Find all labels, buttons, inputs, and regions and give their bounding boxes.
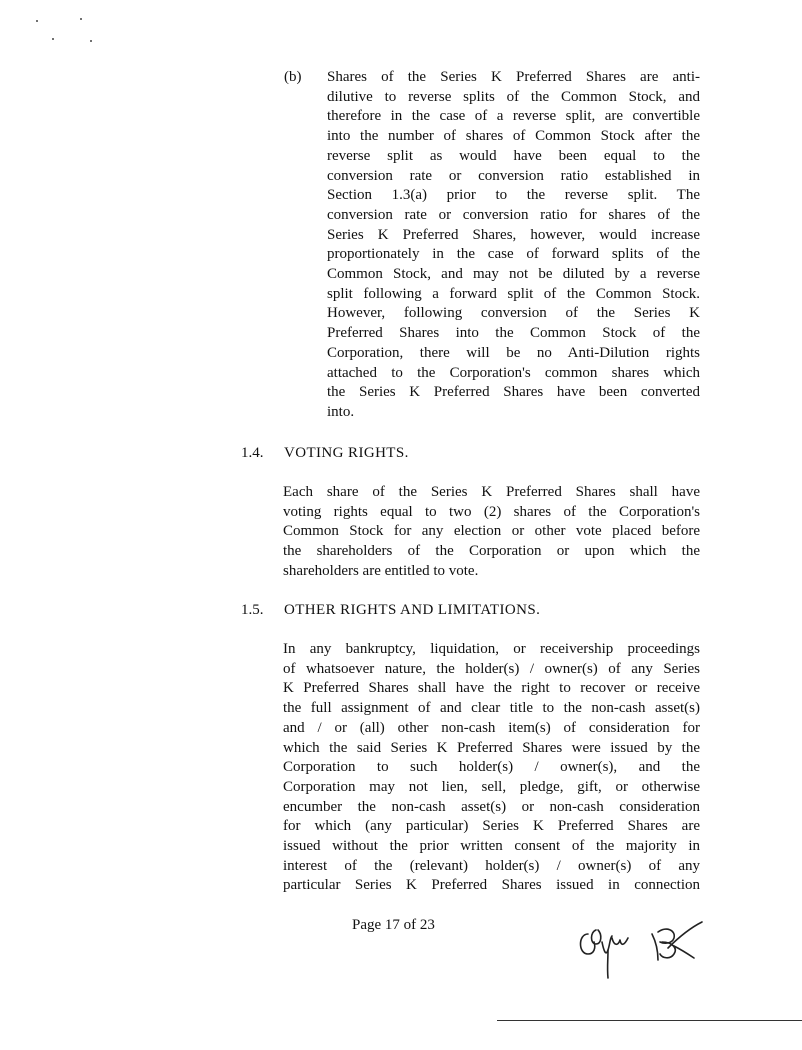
paragraph-line: proportionately in the case of forward splits of the (327, 246, 700, 263)
paragraph-line: Common Stock for any election or other vote placed before (283, 523, 700, 540)
paragraph-line: K Preferred Shares shall have the right to recover or receive (283, 680, 700, 697)
scan-speck (90, 40, 92, 42)
paragraph-line: reverse split as would have been equal to the (327, 147, 700, 164)
paragraph-line: issued without the prior written consent of the majority in (283, 838, 700, 855)
paragraph-line: shareholders are entitled to vote. (283, 562, 479, 579)
paragraph-line: conversion rate or conversion ratio for shares of the (327, 206, 700, 223)
paragraph-line: the Series K Preferred Shares have been converted (327, 384, 700, 401)
paragraph-line: Common Stock, and may not be diluted by a reverse (327, 266, 700, 283)
paragraph-line: encumber the non-cash asset(s) or non-cash consideration (283, 798, 700, 815)
paragraph-line: attached to the Corporation's common shares which (327, 364, 700, 381)
section-1-5-heading: OTHER RIGHTS AND LIMITATIONS. (284, 602, 541, 618)
paragraph-line: In any bankruptcy, liquidation, or receivership proceedings (283, 641, 700, 657)
paragraph-line: Series K Preferred Shares, however, would increase (327, 226, 700, 243)
section-1-4-number: 1.4. (241, 445, 264, 461)
paragraph-line: Section 1.3(a) prior to the reverse split. The (327, 187, 700, 204)
bottom-rule (497, 1020, 802, 1021)
paragraph-line: particular Series K Preferred Shares issued in connection (283, 877, 700, 894)
paragraph-line: Each share of the Series K Preferred Shares shall have (283, 484, 700, 500)
paragraph-line: Corporation to such holder(s) / owner(s), and the (283, 759, 700, 776)
paragraph-line: Corporation may not lien, sell, pledge, gift, or otherwise (283, 778, 700, 795)
item-b-label: (b) (284, 69, 302, 85)
section-1-5-number: 1.5. (241, 602, 264, 618)
item-b-paragraph (327, 68, 700, 423)
paragraph-line: Corporation, there will be no Anti-Dilution rights (327, 344, 700, 361)
paragraph-line: into. (327, 403, 355, 420)
paragraph-line: voting rights equal to two (2) shares of the Corporation's (283, 503, 700, 520)
paragraph-line: split following a forward split of the Common Stock. (327, 285, 700, 302)
paragraph-line: conversion rate or conversion ratio established in (327, 167, 700, 184)
paragraph-line: Shares of the Series K Preferred Shares are anti- (327, 69, 700, 85)
paragraph-line: However, following conversion of the Series K (327, 305, 700, 322)
handwritten-initials (574, 912, 714, 984)
paragraph-line: which the said Series K Preferred Shares were issued by the (283, 739, 700, 756)
paragraph-line: for which (any particular) Series K Preferred Shares are (283, 818, 700, 835)
paragraph-line: dilutive to reverse splits of the Common Stock, and (327, 88, 700, 105)
paragraph-line: therefore in the case of a reverse split, are convertible (327, 108, 700, 125)
scan-speck (80, 18, 82, 20)
section-1-5-paragraph (283, 640, 700, 896)
page-number: Page 17 of 23 (352, 917, 435, 933)
paragraph-line: interest of the (relevant) holder(s) / owner(s) of any (283, 857, 700, 874)
section-1-4-heading: VOTING RIGHTS. (284, 445, 409, 461)
scan-speck (36, 20, 38, 22)
paragraph-line: of whatsoever nature, the holder(s) / owner(s) of any Series (283, 660, 700, 677)
paragraph-line: into the number of shares of Common Stock after the (327, 128, 700, 145)
paragraph-line: the full assignment of and clear title to the non-cash asset(s) (283, 700, 700, 717)
paragraph-line: the shareholders of the Corporation or upon which the (283, 543, 700, 560)
section-1-4-paragraph (283, 483, 700, 582)
scan-speck (52, 38, 54, 40)
paragraph-line: Preferred Shares into the Common Stock of the (327, 325, 700, 342)
paragraph-line: and / or (all) other non-cash item(s) of consideration for (283, 719, 700, 736)
